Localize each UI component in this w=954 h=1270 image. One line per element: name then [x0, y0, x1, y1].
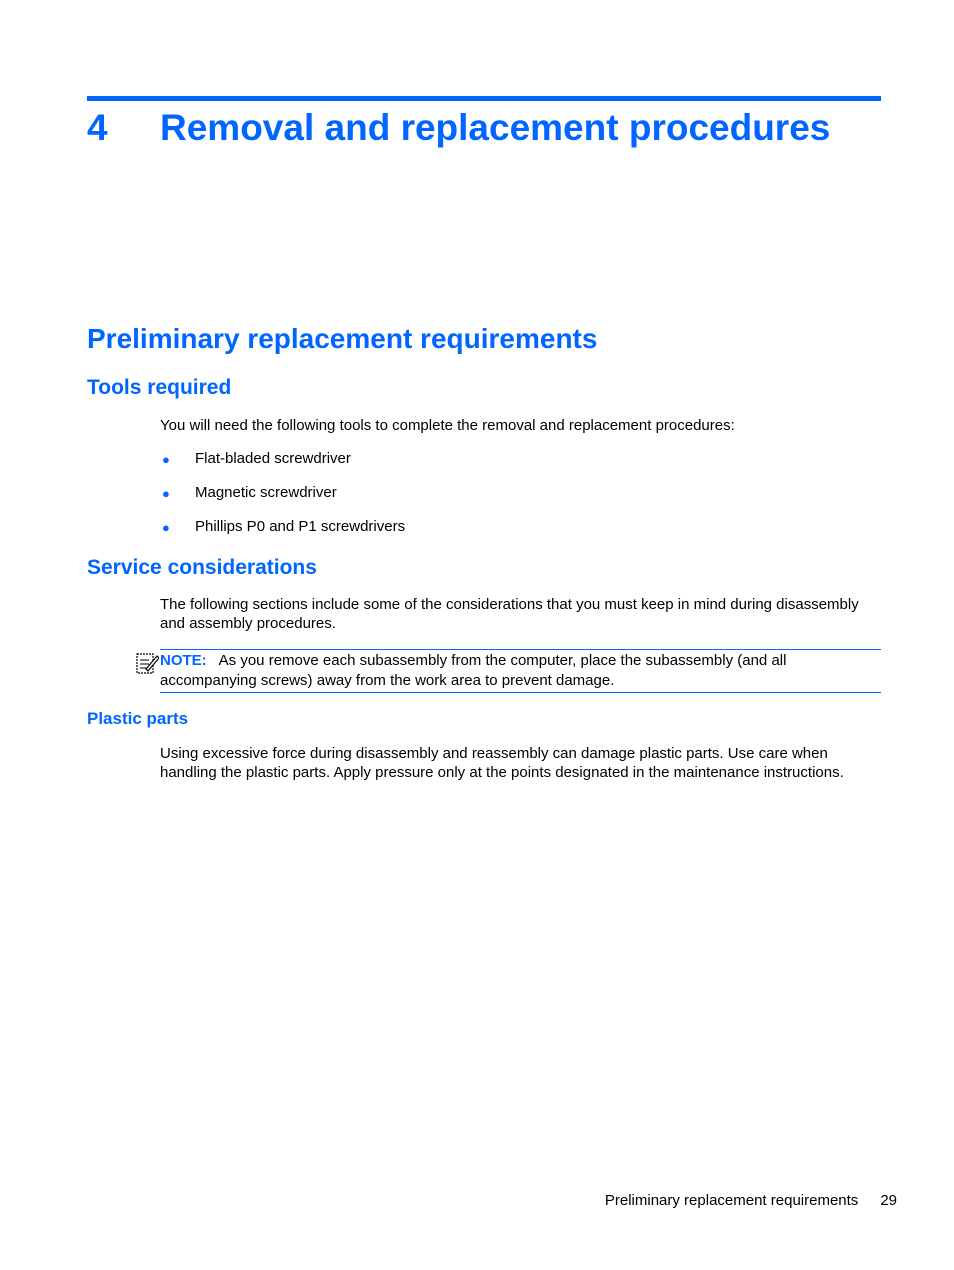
- tools-intro: You will need the following tools to complete the removal and replacement procedures:: [160, 417, 735, 434]
- chapter-title: Removal and replacement procedures: [160, 107, 831, 148]
- note-text: As you remove each subassembly from the computer, place the subassembly (and all accompanying screws) away from the work area to prevent damage.: [160, 652, 787, 689]
- bullet-icon: ●: [162, 452, 170, 467]
- bullet-icon: ●: [162, 520, 170, 535]
- plastic-text: Using excessive force during disassembly and reassembly can damage plastic parts. Use care when handling the plastic parts. Apply pressure only at the points designated in the maintenance instructions.: [160, 745, 844, 781]
- plastic-heading: Plastic parts: [87, 709, 189, 728]
- note-callout: [160, 649, 881, 693]
- note-label: NOTE:: [160, 652, 207, 669]
- chapter-number: 4: [87, 107, 108, 148]
- list-item-text: Phillips P0 and P1 screwdrivers: [195, 518, 406, 535]
- page-footer: [605, 1192, 897, 1209]
- list-item-text: Flat-bladed screwdriver: [195, 450, 351, 467]
- footer-section-name: Preliminary replacement requirements: [604, 1192, 859, 1209]
- list-item: [160, 483, 405, 517]
- list-item-text: Magnetic screwdriver: [195, 484, 337, 501]
- chapter-heading: [87, 107, 887, 149]
- service-heading: Service considerations: [87, 556, 317, 579]
- chapter-rule: [87, 96, 881, 101]
- list-item: [160, 449, 405, 483]
- note-pencil-icon: [135, 651, 159, 675]
- page-number: 29: [880, 1192, 897, 1209]
- tools-heading: Tools required: [87, 376, 232, 399]
- bullet-icon: ●: [162, 486, 170, 501]
- service-intro: The following sections include some of the considerations that you must keep in mind during disassembly and assembly procedures.: [160, 596, 859, 632]
- section-title: Preliminary replacement requirements: [87, 323, 598, 354]
- list-item: [160, 517, 405, 551]
- tools-list: [160, 449, 405, 551]
